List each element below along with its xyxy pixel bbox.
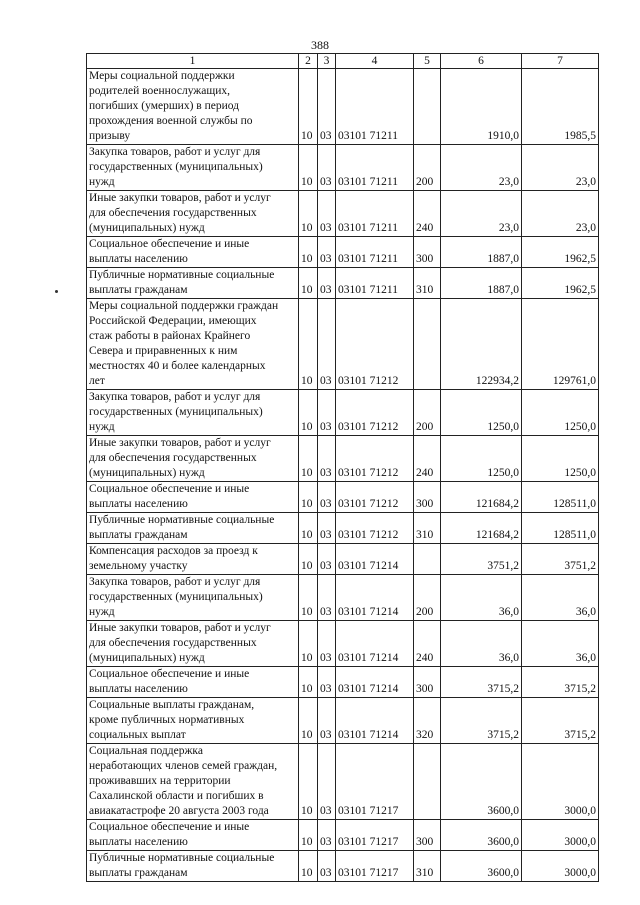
target-article-code: 03101 71211 xyxy=(336,145,414,191)
section-code: 10 xyxy=(299,698,318,744)
page-number: 388 xyxy=(311,38,329,52)
amount-year-1: 3751,2 xyxy=(441,544,522,575)
row-name: Иные закупки товаров, работ и услуг для обеспечения государственных (муниципальных) нужд xyxy=(87,191,299,237)
amount-year-2: 3000,0 xyxy=(522,744,599,820)
target-article-code: 03101 71211 xyxy=(336,237,414,268)
target-article-code: 03101 71217 xyxy=(336,820,414,851)
amount-year-1: 1887,0 xyxy=(441,268,522,299)
target-article-code: 03101 71214 xyxy=(336,698,414,744)
amount-year-2: 1962,5 xyxy=(522,237,599,268)
target-article-code: 03101 71211 xyxy=(336,268,414,299)
subsection-code: 03 xyxy=(318,145,336,191)
expense-type-code: 320 xyxy=(414,698,441,744)
target-article-code: 03101 71212 xyxy=(336,390,414,436)
amount-year-2: 23,0 xyxy=(522,191,599,237)
subsection-code: 03 xyxy=(318,621,336,667)
table-row xyxy=(87,851,599,882)
column-header: 3 xyxy=(318,54,336,69)
row-name: Закупка товаров, работ и услуг для государственных (муниципальных) нужд xyxy=(87,575,299,621)
table-row xyxy=(87,667,599,698)
table-row xyxy=(87,575,599,621)
subsection-code: 03 xyxy=(318,191,336,237)
section-code: 10 xyxy=(299,237,318,268)
amount-year-2: 36,0 xyxy=(522,575,599,621)
section-code: 10 xyxy=(299,851,318,882)
subsection-code: 03 xyxy=(318,820,336,851)
column-header: 1 xyxy=(87,54,299,69)
amount-year-2: 128511,0 xyxy=(522,482,599,513)
row-name: Закупка товаров, работ и услуг для государственных (муниципальных) нужд xyxy=(87,390,299,436)
target-article-code: 03101 71212 xyxy=(336,513,414,544)
expense-type-code xyxy=(414,69,441,145)
row-name: Иные закупки товаров, работ и услуг для обеспечения государственных (муниципальных) нужд xyxy=(87,621,299,667)
column-header: 6 xyxy=(441,54,522,69)
row-name: Меры социальной поддержки граждан Российской Федерации, имеющих стаж работы в районах Крайнего Севера и приравненных к ним местностях 40 и более календарных лет xyxy=(87,299,299,390)
amount-year-1: 3715,2 xyxy=(441,667,522,698)
subsection-code: 03 xyxy=(318,482,336,513)
expense-type-code: 300 xyxy=(414,820,441,851)
row-name: Закупка товаров, работ и услуг для государственных (муниципальных) нужд xyxy=(87,145,299,191)
target-article-code: 03101 71217 xyxy=(336,744,414,820)
row-name: Социальная поддержка неработающих членов семей граждан, проживавших на территории Сахалинской области и погибших в авиакатастрофе 20 августа 2003 года xyxy=(87,744,299,820)
amount-year-1: 23,0 xyxy=(441,145,522,191)
subsection-code: 03 xyxy=(318,698,336,744)
table-row xyxy=(87,513,599,544)
table-row xyxy=(87,69,599,145)
subsection-code: 03 xyxy=(318,436,336,482)
amount-year-2: 3000,0 xyxy=(522,851,599,882)
amount-year-2: 3715,2 xyxy=(522,667,599,698)
row-name: Компенсация расходов за проезд к земельному участку xyxy=(87,544,299,575)
target-article-code: 03101 71214 xyxy=(336,544,414,575)
section-code: 10 xyxy=(299,575,318,621)
section-code: 10 xyxy=(299,744,318,820)
section-code: 10 xyxy=(299,145,318,191)
amount-year-1: 3715,2 xyxy=(441,698,522,744)
expense-type-code xyxy=(414,744,441,820)
section-code: 10 xyxy=(299,544,318,575)
column-header: 5 xyxy=(414,54,441,69)
subsection-code: 03 xyxy=(318,513,336,544)
amount-year-2: 1250,0 xyxy=(522,390,599,436)
table-row xyxy=(87,621,599,667)
section-code: 10 xyxy=(299,482,318,513)
section-code: 10 xyxy=(299,436,318,482)
expense-type-code xyxy=(414,299,441,390)
expense-type-code: 240 xyxy=(414,621,441,667)
expense-type-code: 300 xyxy=(414,482,441,513)
row-name: Социальное обеспечение и иные выплаты населению xyxy=(87,820,299,851)
amount-year-2: 3000,0 xyxy=(522,820,599,851)
section-code: 10 xyxy=(299,390,318,436)
table-row xyxy=(87,744,599,820)
subsection-code: 03 xyxy=(318,851,336,882)
expense-type-code: 240 xyxy=(414,191,441,237)
stray-mark xyxy=(55,290,58,293)
table-row xyxy=(87,299,599,390)
expense-type-code: 310 xyxy=(414,268,441,299)
amount-year-1: 3600,0 xyxy=(441,744,522,820)
row-name: Социальное обеспечение и иные выплаты населению xyxy=(87,482,299,513)
amount-year-2: 1962,5 xyxy=(522,268,599,299)
table-row xyxy=(87,698,599,744)
target-article-code: 03101 71211 xyxy=(336,191,414,237)
amount-year-1: 36,0 xyxy=(441,575,522,621)
row-name: Публичные нормативные социальные выплаты гражданам xyxy=(87,513,299,544)
amount-year-1: 1250,0 xyxy=(441,436,522,482)
column-header: 2 xyxy=(299,54,318,69)
amount-year-2: 1250,0 xyxy=(522,436,599,482)
table-row xyxy=(87,268,599,299)
target-article-code: 03101 71212 xyxy=(336,299,414,390)
amount-year-1: 121684,2 xyxy=(441,482,522,513)
expense-type-code: 310 xyxy=(414,851,441,882)
subsection-code: 03 xyxy=(318,69,336,145)
row-name: Меры социальной поддержки родителей военнослужащих, погибших (умерших) в период прохождения военной службы по призыву xyxy=(87,69,299,145)
row-name: Социальное обеспечение и иные выплаты населению xyxy=(87,667,299,698)
section-code: 10 xyxy=(299,69,318,145)
table-row xyxy=(87,820,599,851)
amount-year-2: 36,0 xyxy=(522,621,599,667)
amount-year-1: 1910,0 xyxy=(441,69,522,145)
subsection-code: 03 xyxy=(318,667,336,698)
table-row xyxy=(87,145,599,191)
table-row xyxy=(87,544,599,575)
row-name: Публичные нормативные социальные выплаты гражданам xyxy=(87,268,299,299)
amount-year-2: 129761,0 xyxy=(522,299,599,390)
section-code: 10 xyxy=(299,820,318,851)
subsection-code: 03 xyxy=(318,299,336,390)
subsection-code: 03 xyxy=(318,268,336,299)
amount-year-1: 3600,0 xyxy=(441,820,522,851)
amount-year-1: 3600,0 xyxy=(441,851,522,882)
subsection-code: 03 xyxy=(318,237,336,268)
amount-year-2: 128511,0 xyxy=(522,513,599,544)
section-code: 10 xyxy=(299,667,318,698)
table-row xyxy=(87,390,599,436)
target-article-code: 03101 71211 xyxy=(336,69,414,145)
row-name: Иные закупки товаров, работ и услуг для обеспечения государственных (муниципальных) нужд xyxy=(87,436,299,482)
target-article-code: 03101 71214 xyxy=(336,575,414,621)
table-row xyxy=(87,436,599,482)
expense-type-code: 200 xyxy=(414,575,441,621)
amount-year-1: 36,0 xyxy=(441,621,522,667)
amount-year-1: 1250,0 xyxy=(441,390,522,436)
target-article-code: 03101 71214 xyxy=(336,621,414,667)
table-row xyxy=(87,237,599,268)
section-code: 10 xyxy=(299,191,318,237)
amount-year-2: 1985,5 xyxy=(522,69,599,145)
row-name: Социальное обеспечение и иные выплаты населению xyxy=(87,237,299,268)
target-article-code: 03101 71212 xyxy=(336,482,414,513)
subsection-code: 03 xyxy=(318,390,336,436)
section-code: 10 xyxy=(299,621,318,667)
amount-year-1: 122934,2 xyxy=(441,299,522,390)
amount-year-2: 3751,2 xyxy=(522,544,599,575)
row-name: Социальные выплаты гражданам, кроме публичных нормативных социальных выплат xyxy=(87,698,299,744)
column-header: 4 xyxy=(336,54,414,69)
expense-type-code: 240 xyxy=(414,436,441,482)
column-header: 7 xyxy=(522,54,599,69)
target-article-code: 03101 71214 xyxy=(336,667,414,698)
table-row xyxy=(87,482,599,513)
header-row xyxy=(87,54,599,69)
budget-table xyxy=(86,53,599,882)
section-code: 10 xyxy=(299,299,318,390)
amount-year-1: 121684,2 xyxy=(441,513,522,544)
amount-year-1: 23,0 xyxy=(441,191,522,237)
amount-year-1: 1887,0 xyxy=(441,237,522,268)
section-code: 10 xyxy=(299,268,318,299)
table-row xyxy=(87,191,599,237)
amount-year-2: 23,0 xyxy=(522,145,599,191)
row-name: Публичные нормативные социальные выплаты гражданам xyxy=(87,851,299,882)
expense-type-code: 300 xyxy=(414,237,441,268)
expense-type-code: 310 xyxy=(414,513,441,544)
subsection-code: 03 xyxy=(318,744,336,820)
amount-year-2: 3715,2 xyxy=(522,698,599,744)
target-article-code: 03101 71212 xyxy=(336,436,414,482)
expense-type-code: 200 xyxy=(414,145,441,191)
section-code: 10 xyxy=(299,513,318,544)
expense-type-code: 300 xyxy=(414,667,441,698)
subsection-code: 03 xyxy=(318,544,336,575)
expense-type-code xyxy=(414,544,441,575)
subsection-code: 03 xyxy=(318,575,336,621)
expense-type-code: 200 xyxy=(414,390,441,436)
target-article-code: 03101 71217 xyxy=(336,851,414,882)
